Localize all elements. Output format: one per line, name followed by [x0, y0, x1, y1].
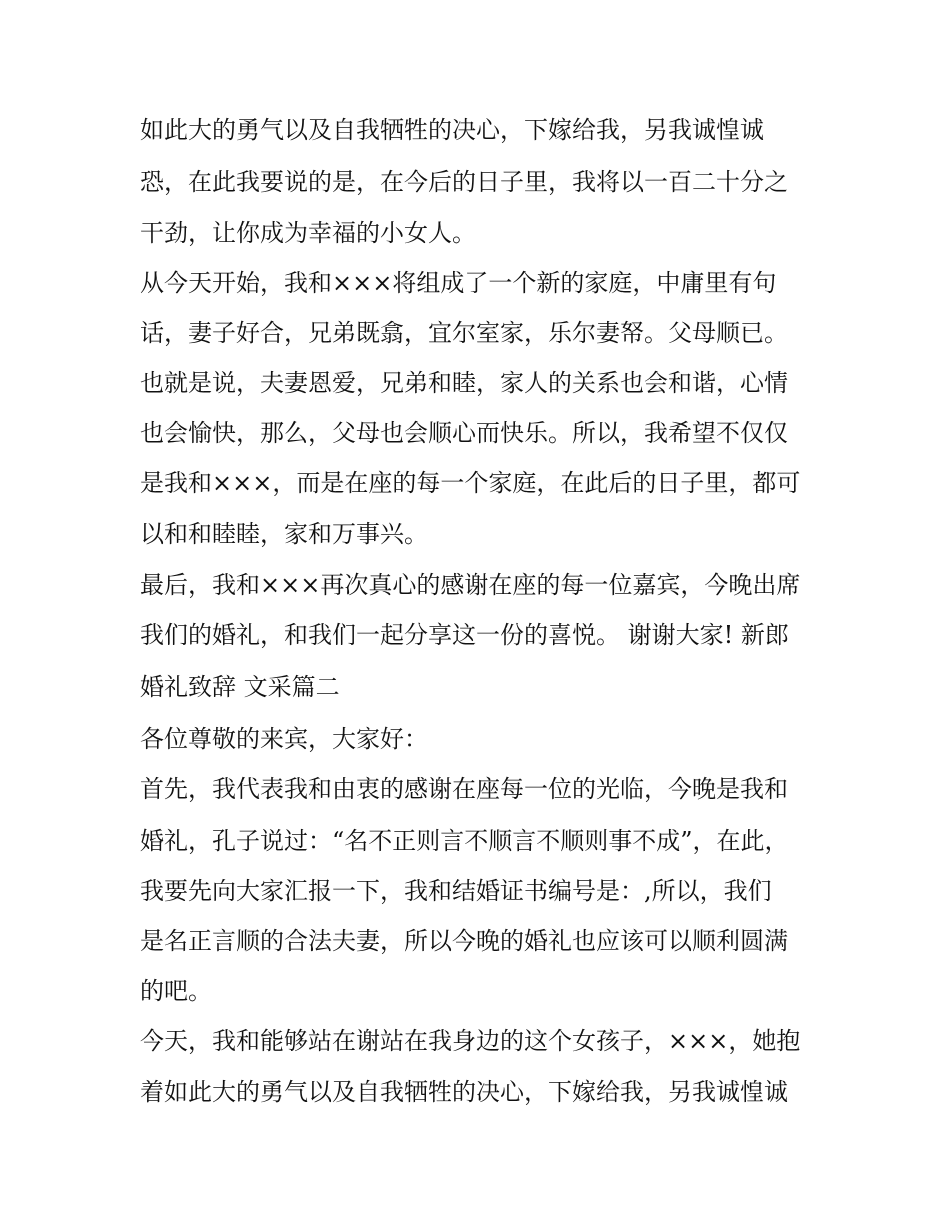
text-line: 也就是说，夫妻恩爱，兄弟和睦，家人的关系也会和谐，心情 — [140, 369, 788, 397]
text-line: 的吧。 — [140, 977, 212, 1005]
text-line: 首先，我代表我和由衷的感谢在座每一位的光临，今晚是我和 — [140, 775, 788, 803]
text-line: 从今天开始，我和×××将组成了一个新的家庭，中庸里有句 — [140, 269, 777, 297]
text-line: 是我和×××，而是在座的每一个家庭，在此后的日子里，都可 — [140, 469, 801, 497]
text-line: 是名正言顺的合法夫妻，所以今晚的婚礼也应该可以顺利圆满 — [140, 927, 788, 955]
text-line: 今天，我和能够站在谢站在我身边的这个女孩子，×××，她抱 — [140, 1027, 801, 1055]
text-line: 恐，在此我要说的是，在今后的日子里，我将以一百二十分之 — [140, 168, 788, 196]
text-line: 最后，我和×××再次真心的感谢在座的每一位嘉宾，今晚出席 — [140, 571, 801, 599]
greeting-line: 各位尊敬的来宾，大家好： — [140, 725, 428, 753]
text-line: 干劲，让你成为幸福的小女人。 — [140, 219, 476, 247]
text-line: 话，妻子好合，兄弟既翕，宜尔室家，乐尔妻帑。父母顺已。 — [140, 319, 788, 347]
section-heading: 婚礼致辞 文采篇二 — [140, 673, 340, 701]
text-line: 如此大的勇气以及自我牺牲的决心，下嫁给我，另我诚惶诚 — [140, 116, 764, 144]
text-line: 我要先向大家汇报一下，我和结婚证书编号是：,所以，我们 — [140, 877, 772, 905]
text-line: 以和和睦睦，家和万事兴。 — [140, 520, 428, 548]
text-line: 也会愉快，那么，父母也会顺心而快乐。所以，我希望不仅仅 — [140, 419, 788, 447]
text-line: 着如此大的勇气以及自我牺牲的决心，下嫁给我，另我诚惶诚 — [140, 1078, 788, 1106]
text-line: 婚礼，孔子说过：“名不正则言不顺言不顺则事不成”，在此， — [140, 827, 789, 855]
text-line: 我们的婚礼，和我们一起分享这一份的喜悦。 谢谢大家! 新郎 — [140, 621, 789, 649]
